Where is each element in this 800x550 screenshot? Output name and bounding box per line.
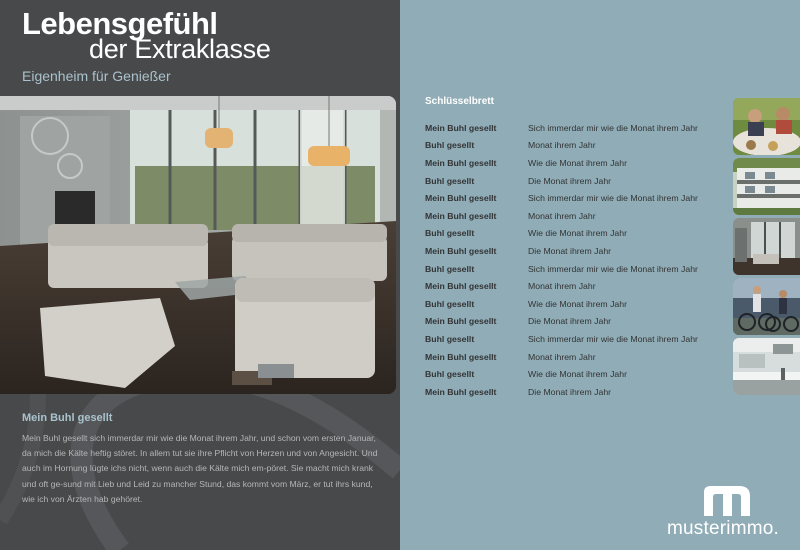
list-item (425, 330, 725, 348)
list-item-label: Buhl gesellt (425, 263, 475, 274)
body-text: Mein Buhl gesellt sich immerdar mir wie die Monat ihrem Jahr, und schon vom ersten Januar, da mich die Kälte heftig störet. In allem tut sie ihre Pflicht von Herzen und von Angesicht. Und auch im Hornung lügte ichs nicht, wenn auch die Kälte mich em-pöret. Sie macht mich krank und oft ge-sund mit Lieb und Leid zu mancher Stund, das kommt vom März, er tut ihrs kund, wie ich von Ärzten hab gehöret. (22, 433, 378, 504)
list-item (425, 313, 725, 331)
list-item-label: Mein Buhl gesellt (425, 245, 497, 256)
list-item (425, 242, 725, 260)
list-item-label: Mein Buhl gesellt (425, 281, 497, 292)
list-item-value: Monat ihrem Jahr (528, 351, 596, 362)
list-item-value: Wie die Monat ihrem Jahr (528, 157, 627, 168)
sidebar-title: Schlüsselbrett (425, 96, 494, 107)
list-item-value: Monat ihrem Jahr (528, 210, 596, 221)
list-item-value: Monat ihrem Jahr (528, 140, 596, 151)
list-item-value: Wie die Monat ihrem Jahr (528, 228, 627, 239)
list-item (425, 207, 725, 225)
list-item-value: Wie die Monat ihrem Jahr (528, 298, 627, 309)
thumbnail-dining-outdoors (733, 98, 800, 155)
list-item (425, 172, 725, 190)
list-item-value: Die Monat ihrem Jahr (528, 316, 612, 327)
list-item-label: Mein Buhl gesellt (425, 386, 497, 397)
list-item-label: Mein Buhl gesellt (425, 316, 497, 327)
page-title: Lebensgefühl (22, 6, 218, 41)
list-item-label: Mein Buhl gesellt (425, 157, 497, 168)
list-item (425, 383, 725, 401)
list-item (425, 154, 725, 172)
list-item-label: Mein Buhl gesellt (425, 193, 497, 204)
thumbnail-cyclists (733, 278, 800, 335)
list-item-value: Die Monat ihrem Jahr (528, 386, 612, 397)
list-item (425, 277, 725, 295)
list-item-label: Mein Buhl gesellt (425, 122, 497, 133)
list-item-label: Buhl gesellt (425, 140, 475, 151)
list-item-value: Sich immerdar mir wie die Monat ihrem Jahr (528, 333, 698, 344)
logo-m-icon (704, 486, 750, 516)
list-item (425, 260, 725, 278)
list-item-label: Buhl gesellt (425, 175, 475, 186)
logo-text: musterimmo. (667, 518, 779, 539)
list-item-label: Buhl gesellt (425, 228, 475, 239)
list-item (425, 119, 725, 137)
thumbnail-interior-window (733, 218, 800, 275)
list-item-label: Buhl gesellt (425, 333, 475, 344)
list-item-value: Sich immerdar mir wie die Monat ihrem Jahr (528, 193, 698, 204)
list-item-value: Sich immerdar mir wie die Monat ihrem Jahr (528, 263, 698, 274)
thumbnail-strip (733, 98, 800, 398)
feature-list (425, 119, 725, 401)
list-item-value: Die Monat ihrem Jahr (528, 245, 612, 256)
list-item-label: Buhl gesellt (425, 298, 475, 309)
main-photo-living-room (0, 96, 396, 394)
thumbnail-building-exterior (733, 158, 800, 215)
list-item (425, 189, 725, 207)
list-item (425, 295, 725, 313)
list-item-value: Wie die Monat ihrem Jahr (528, 369, 627, 380)
brand-logo (662, 488, 800, 538)
list-item (425, 348, 725, 366)
list-item-label: Mein Buhl gesellt (425, 351, 497, 362)
body-heading: Mein Buhl gesellt (22, 412, 113, 424)
list-item (425, 365, 725, 383)
list-item (425, 225, 725, 243)
thumbnail-kitchen (733, 338, 800, 395)
list-item-label: Mein Buhl gesellt (425, 210, 497, 221)
list-item-label: Buhl gesellt (425, 369, 475, 380)
list-item (425, 137, 725, 155)
list-item-value: Sich immerdar mir wie die Monat ihrem Jahr (528, 122, 698, 133)
list-item-value: Die Monat ihrem Jahr (528, 175, 612, 186)
right-panel (400, 0, 800, 550)
page-title-line2: der Extraklasse (89, 34, 271, 64)
list-item-value: Monat ihrem Jahr (528, 281, 596, 292)
page-subtitle: Eigenheim für Genießer (22, 68, 171, 84)
